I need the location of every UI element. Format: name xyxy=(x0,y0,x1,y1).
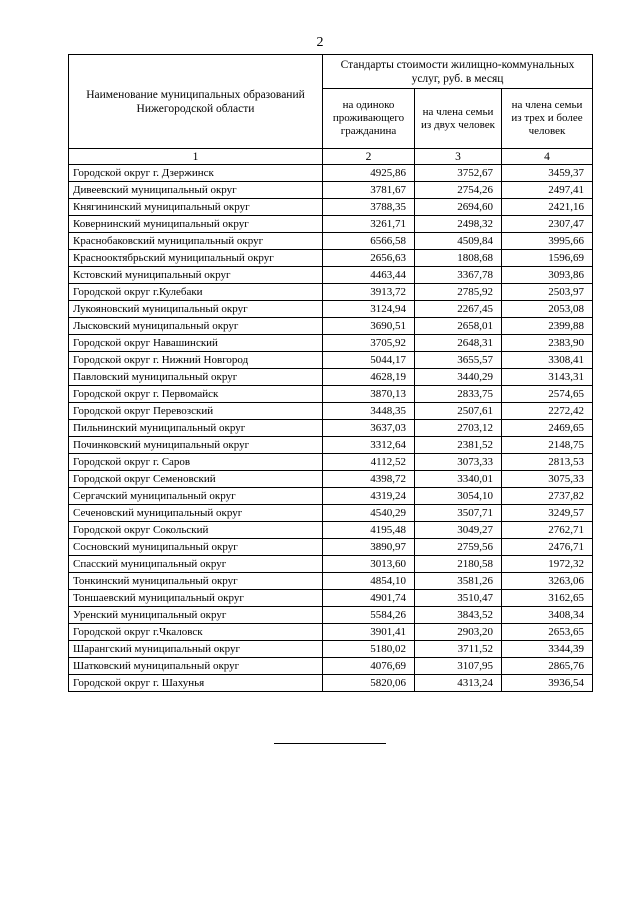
column-number: 2 xyxy=(323,149,415,165)
cost-three-plus-family: 2399,88 xyxy=(502,318,593,335)
municipality-name: Городской округ Сокольский xyxy=(69,522,323,539)
municipality-name: Пильнинский муниципальный округ xyxy=(69,420,323,437)
table-row xyxy=(69,488,593,505)
municipality-name: Павловский муниципальный округ xyxy=(69,369,323,386)
table-row xyxy=(69,454,593,471)
table-row xyxy=(69,284,593,301)
cost-three-plus-family: 3093,86 xyxy=(502,267,593,284)
table-row xyxy=(69,199,593,216)
cost-single-person: 3890,97 xyxy=(323,539,415,556)
cost-two-person-family: 2648,31 xyxy=(415,335,502,352)
cost-single-person: 5584,26 xyxy=(323,607,415,624)
cost-two-person-family: 3581,26 xyxy=(415,573,502,590)
cost-two-person-family: 4313,24 xyxy=(415,675,502,692)
cost-two-person-family: 2507,61 xyxy=(415,403,502,420)
cost-single-person: 3124,94 xyxy=(323,301,415,318)
municipality-name: Лукояновский муниципальный округ xyxy=(69,301,323,318)
housing-cost-standards-table xyxy=(68,54,593,692)
table-row xyxy=(69,675,593,692)
table-row xyxy=(69,233,593,250)
cost-two-person-family: 3655,57 xyxy=(415,352,502,369)
municipality-name: Краснобаковский муниципальный округ xyxy=(69,233,323,250)
table-row xyxy=(69,352,593,369)
cost-three-plus-family: 2865,76 xyxy=(502,658,593,675)
column-number: 3 xyxy=(415,149,502,165)
cost-single-person: 3913,72 xyxy=(323,284,415,301)
header-cost-standards: Стандарты стоимости жилищно-коммунальных услуг, руб. в месяц xyxy=(323,55,593,89)
cost-three-plus-family: 1596,69 xyxy=(502,250,593,267)
cost-three-plus-family: 3249,57 xyxy=(502,505,593,522)
cost-single-person: 5820,06 xyxy=(323,675,415,692)
table-row xyxy=(69,301,593,318)
municipality-name: Шатковский муниципальный округ xyxy=(69,658,323,675)
municipality-name: Сосновский муниципальный округ xyxy=(69,539,323,556)
cost-single-person: 3781,67 xyxy=(323,182,415,199)
municipality-name: Починковский муниципальный округ xyxy=(69,437,323,454)
cost-single-person: 4398,72 xyxy=(323,471,415,488)
cost-two-person-family: 2903,20 xyxy=(415,624,502,641)
cost-three-plus-family: 3408,34 xyxy=(502,607,593,624)
cost-three-plus-family: 3308,41 xyxy=(502,352,593,369)
cost-single-person: 3637,03 xyxy=(323,420,415,437)
cost-two-person-family: 3049,27 xyxy=(415,522,502,539)
header-two-person-family: на члена семьи из двух человек xyxy=(415,89,502,149)
cost-three-plus-family: 3143,31 xyxy=(502,369,593,386)
cost-two-person-family: 2759,56 xyxy=(415,539,502,556)
cost-three-plus-family: 1972,32 xyxy=(502,556,593,573)
cost-two-person-family: 2381,52 xyxy=(415,437,502,454)
cost-three-plus-family: 2469,65 xyxy=(502,420,593,437)
cost-two-person-family: 3440,29 xyxy=(415,369,502,386)
table-row xyxy=(69,471,593,488)
table-row xyxy=(69,420,593,437)
municipality-name: Городской округ Семеновский xyxy=(69,471,323,488)
cost-two-person-family: 2785,92 xyxy=(415,284,502,301)
cost-two-person-family: 1808,68 xyxy=(415,250,502,267)
header-three-plus-family: на члена семьи из трех и более человек xyxy=(502,89,593,149)
municipality-name: Городской округ г.Чкаловск xyxy=(69,624,323,641)
cost-two-person-family: 3752,67 xyxy=(415,165,502,182)
municipality-name: Городской округ Навашинский xyxy=(69,335,323,352)
table-row xyxy=(69,556,593,573)
municipality-name: Сергачский муниципальный округ xyxy=(69,488,323,505)
table-row xyxy=(69,539,593,556)
table-row xyxy=(69,641,593,658)
cost-two-person-family: 2180,58 xyxy=(415,556,502,573)
cost-three-plus-family: 2307,47 xyxy=(502,216,593,233)
cost-two-person-family: 2703,12 xyxy=(415,420,502,437)
cost-three-plus-family: 3936,54 xyxy=(502,675,593,692)
cost-single-person: 3448,35 xyxy=(323,403,415,420)
cost-single-person: 5044,17 xyxy=(323,352,415,369)
cost-three-plus-family: 2421,16 xyxy=(502,199,593,216)
cost-two-person-family: 3367,78 xyxy=(415,267,502,284)
cost-single-person: 3690,51 xyxy=(323,318,415,335)
municipality-name: Краснооктябрьский муниципальный округ xyxy=(69,250,323,267)
municipality-name: Сеченовский муниципальный округ xyxy=(69,505,323,522)
municipality-name: Уренский муниципальный округ xyxy=(69,607,323,624)
municipality-name: Княгининский муниципальный округ xyxy=(69,199,323,216)
cost-two-person-family: 2267,45 xyxy=(415,301,502,318)
cost-three-plus-family: 3459,37 xyxy=(502,165,593,182)
municipality-name: Городской округ г. Нижний Новгород xyxy=(69,352,323,369)
municipality-name: Городской округ г. Саров xyxy=(69,454,323,471)
table-row xyxy=(69,624,593,641)
cost-single-person: 4901,74 xyxy=(323,590,415,607)
municipality-name: Шарангский муниципальный округ xyxy=(69,641,323,658)
cost-two-person-family: 3054,10 xyxy=(415,488,502,505)
cost-two-person-family: 2833,75 xyxy=(415,386,502,403)
cost-two-person-family: 3843,52 xyxy=(415,607,502,624)
cost-single-person: 3870,13 xyxy=(323,386,415,403)
table-row xyxy=(69,216,593,233)
municipality-name: Дивеевский муниципальный округ xyxy=(69,182,323,199)
table-row xyxy=(69,250,593,267)
cost-three-plus-family: 2503,97 xyxy=(502,284,593,301)
cost-two-person-family: 2694,60 xyxy=(415,199,502,216)
cost-single-person: 4628,19 xyxy=(323,369,415,386)
cost-three-plus-family: 2148,75 xyxy=(502,437,593,454)
cost-three-plus-family: 2737,82 xyxy=(502,488,593,505)
cost-single-person: 4925,86 xyxy=(323,165,415,182)
cost-single-person: 4076,69 xyxy=(323,658,415,675)
cost-two-person-family: 3107,95 xyxy=(415,658,502,675)
cost-single-person: 3312,64 xyxy=(323,437,415,454)
municipality-name: Тонкинский муниципальный округ xyxy=(69,573,323,590)
table-row xyxy=(69,318,593,335)
cost-single-person: 3788,35 xyxy=(323,199,415,216)
page-number: 2 xyxy=(316,35,324,50)
table-row xyxy=(69,505,593,522)
cost-three-plus-family: 2383,90 xyxy=(502,335,593,352)
cost-two-person-family: 2754,26 xyxy=(415,182,502,199)
table-row xyxy=(69,437,593,454)
municipality-name: Кстовский муниципальный округ xyxy=(69,267,323,284)
cost-two-person-family: 3510,47 xyxy=(415,590,502,607)
table-row xyxy=(69,267,593,284)
cost-three-plus-family: 3344,39 xyxy=(502,641,593,658)
header-municipality-name: Наименование муниципальных образований Нижегородской области xyxy=(69,55,323,149)
cost-three-plus-family: 2653,65 xyxy=(502,624,593,641)
cost-three-plus-family: 2497,41 xyxy=(502,182,593,199)
table-row xyxy=(69,590,593,607)
cost-single-person: 4854,10 xyxy=(323,573,415,590)
municipality-name: Спасский муниципальный округ xyxy=(69,556,323,573)
cost-two-person-family: 2658,01 xyxy=(415,318,502,335)
cost-three-plus-family: 2813,53 xyxy=(502,454,593,471)
cost-single-person: 6566,58 xyxy=(323,233,415,250)
cost-three-plus-family: 3075,33 xyxy=(502,471,593,488)
cost-three-plus-family: 2272,42 xyxy=(502,403,593,420)
cost-three-plus-family: 2053,08 xyxy=(502,301,593,318)
table-row xyxy=(69,335,593,352)
header-single-person: на одиноко проживающего гражданина xyxy=(323,89,415,149)
table-row xyxy=(69,403,593,420)
municipality-name: Ковернинский муниципальный округ xyxy=(69,216,323,233)
municipality-name: Городской округ г. Дзержинск xyxy=(69,165,323,182)
cost-single-person: 4112,52 xyxy=(323,454,415,471)
cost-two-person-family: 3073,33 xyxy=(415,454,502,471)
cost-single-person: 3013,60 xyxy=(323,556,415,573)
cost-single-person: 4195,48 xyxy=(323,522,415,539)
table-row xyxy=(69,573,593,590)
cost-single-person: 3705,92 xyxy=(323,335,415,352)
cost-three-plus-family: 2476,71 xyxy=(502,539,593,556)
cost-three-plus-family: 2762,71 xyxy=(502,522,593,539)
table-row xyxy=(69,165,593,182)
table-row xyxy=(69,607,593,624)
cost-single-person: 5180,02 xyxy=(323,641,415,658)
cost-single-person: 2656,63 xyxy=(323,250,415,267)
municipality-name: Городской округ г. Первомайск xyxy=(69,386,323,403)
cost-three-plus-family: 3162,65 xyxy=(502,590,593,607)
cost-three-plus-family: 2574,65 xyxy=(502,386,593,403)
cost-two-person-family: 2498,32 xyxy=(415,216,502,233)
municipality-name: Тоншаевский муниципальный округ xyxy=(69,590,323,607)
cost-two-person-family: 3711,52 xyxy=(415,641,502,658)
column-number: 1 xyxy=(69,149,323,165)
cost-two-person-family: 3507,71 xyxy=(415,505,502,522)
municipality-name: Городской округ г.Кулебаки xyxy=(69,284,323,301)
table-row xyxy=(69,386,593,403)
table-row xyxy=(69,658,593,675)
column-number: 4 xyxy=(502,149,593,165)
cost-single-person: 4463,44 xyxy=(323,267,415,284)
municipality-name: Городской округ г. Шахунья xyxy=(69,675,323,692)
table-row xyxy=(69,369,593,386)
cost-single-person: 3901,41 xyxy=(323,624,415,641)
cost-single-person: 3261,71 xyxy=(323,216,415,233)
end-of-document-rule xyxy=(274,743,386,744)
table-body xyxy=(69,165,593,692)
cost-three-plus-family: 3995,66 xyxy=(502,233,593,250)
municipality-name: Лысковский муниципальный округ xyxy=(69,318,323,335)
cost-single-person: 4540,29 xyxy=(323,505,415,522)
cost-single-person: 4319,24 xyxy=(323,488,415,505)
municipality-name: Городской округ Перевозский xyxy=(69,403,323,420)
cost-two-person-family: 3340,01 xyxy=(415,471,502,488)
table-row xyxy=(69,182,593,199)
table-row xyxy=(69,522,593,539)
column-number-row xyxy=(69,149,593,165)
cost-three-plus-family: 3263,06 xyxy=(502,573,593,590)
cost-two-person-family: 4509,84 xyxy=(415,233,502,250)
